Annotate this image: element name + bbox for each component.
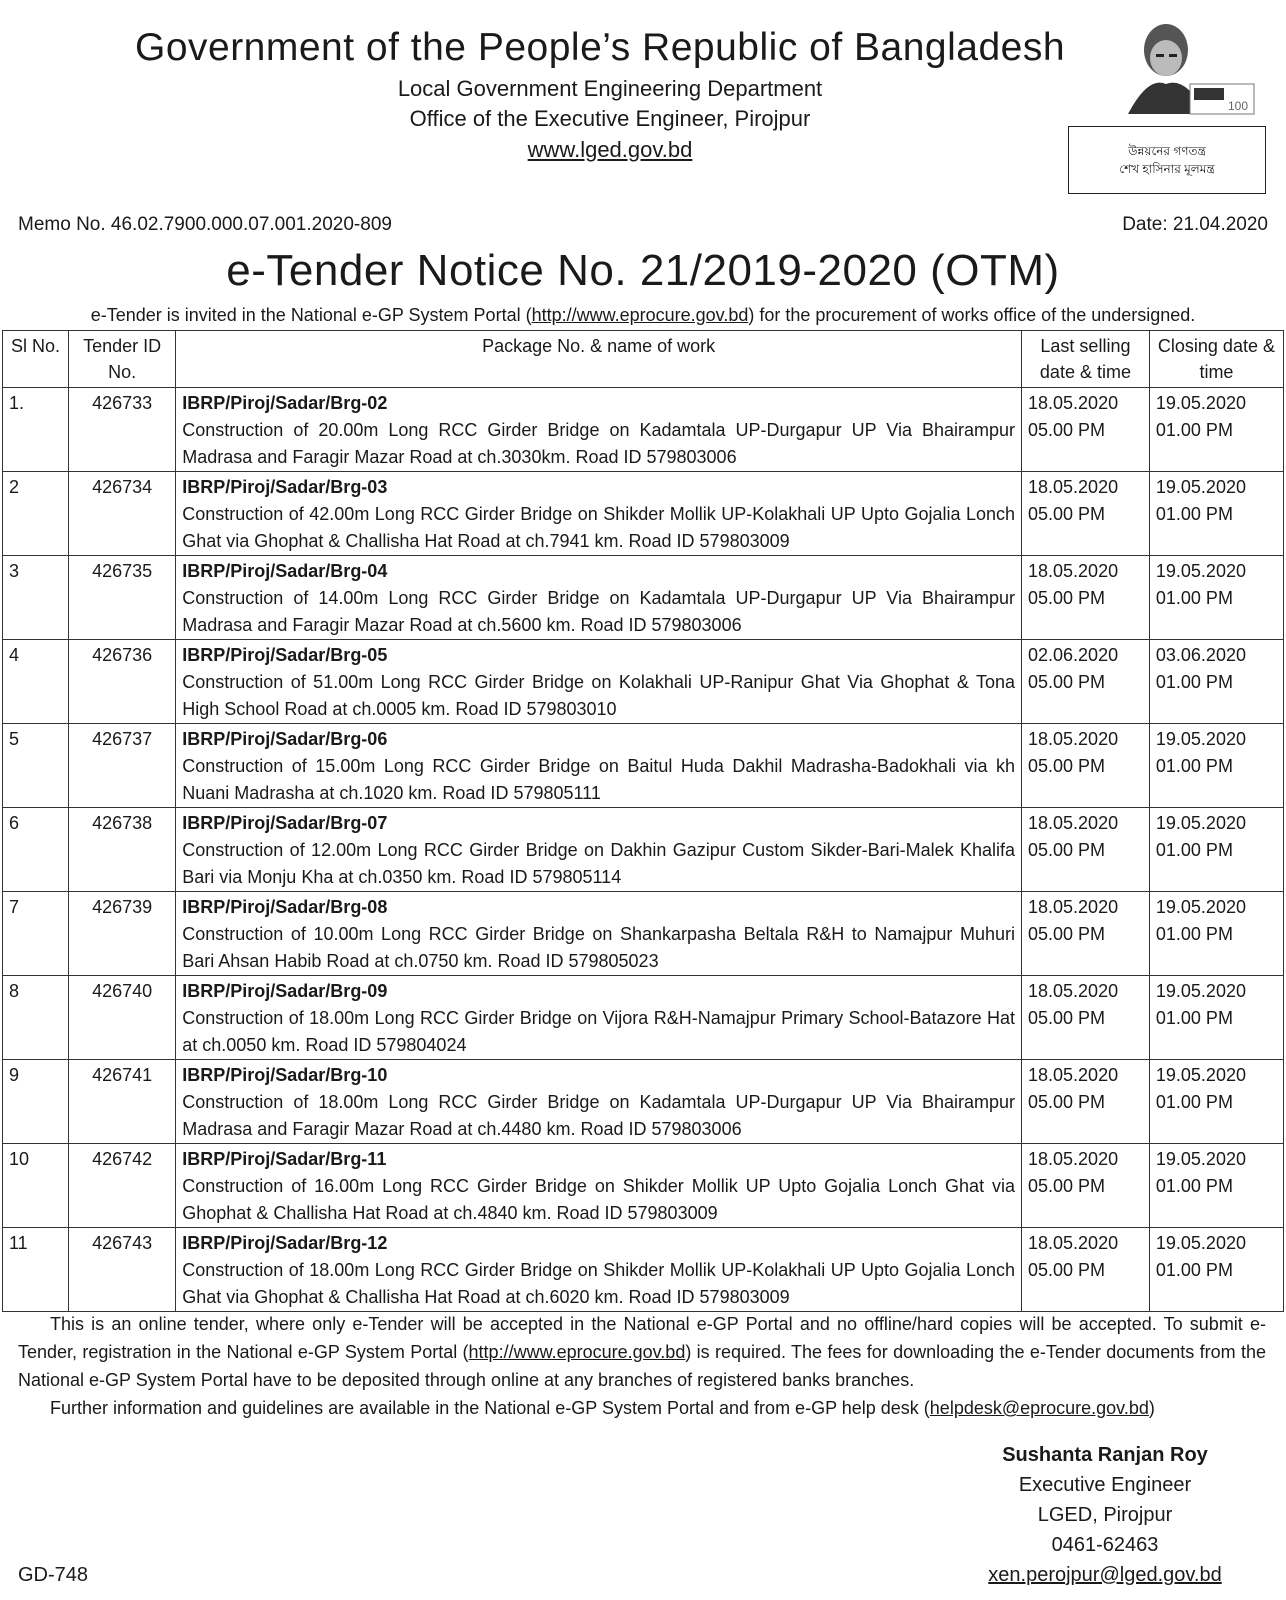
work-name: Construction of 14.00m Long RCC Girder Bridge on Kadamtala UP-Durgapur UP Via Bhairampur Madrasa and Faragir Mazar Road at ch.5600 km. Road ID 579803006 <box>182 588 1015 635</box>
slogan-box <box>1068 126 1266 194</box>
cell-sl: 3 <box>3 556 69 640</box>
cell-tender-id: 426739 <box>69 892 176 976</box>
closing-time: 01.00 PM <box>1155 756 1233 776</box>
closing-time: 01.00 PM <box>1155 1260 1233 1280</box>
closing-time: 01.00 PM <box>1155 1008 1233 1028</box>
footer-p1-before: This is an online tender, where only e-Tender will be accepted in the National e-GP Portal and no offline/hard copies will be accepted. To submit e-Tender, registration in the National e-GP System Portal ( <box>18 1314 1266 1362</box>
signatory-name: Sushanta Ranjan Roy <box>1002 1444 1208 1466</box>
package-number: IBRP/Piroj/Sadar/Brg-03 <box>182 477 388 497</box>
footer-p2-after: ) <box>1148 1398 1155 1418</box>
cell-sl: 7 <box>3 892 69 976</box>
cell-tender-id: 426737 <box>69 724 176 808</box>
selling-time: 05.00 PM <box>1028 672 1106 692</box>
signatory-title: Executive Engineer <box>1018 1474 1192 1496</box>
work-name: Construction of 18.00m Long RCC Girder Bridge on Vijora R&H-Namajpur Primary School-Batazore Hat at ch.0050 km. Road ID 579804024 <box>182 1008 1015 1055</box>
selling-date: 02.06.2020 <box>1028 645 1119 665</box>
cell-tender-id: 426741 <box>69 1060 176 1144</box>
cell-package <box>176 556 1022 640</box>
cell-sl: 6 <box>3 808 69 892</box>
cell-last-selling <box>1022 388 1150 472</box>
cell-tender-id: 426743 <box>69 1228 176 1312</box>
cell-package <box>176 388 1022 472</box>
cell-package <box>176 640 1022 724</box>
package-number: IBRP/Piroj/Sadar/Brg-11 <box>182 1149 387 1169</box>
footer-p1-after: ) is required. The fees for downloading the e-Tender documents from the National e-GP System Portal have to be deposited through online at any branches of registered banks branches. <box>18 1342 1266 1390</box>
svg-text:100: 100 <box>1228 99 1249 113</box>
closing-time: 01.00 PM <box>1155 1176 1233 1196</box>
selling-date: 18.05.2020 <box>1028 1233 1119 1253</box>
cell-closing <box>1149 976 1283 1060</box>
selling-date: 18.05.2020 <box>1028 729 1119 749</box>
tender-table-body <box>3 388 1284 1312</box>
selling-date: 18.05.2020 <box>1028 813 1119 833</box>
selling-date: 18.05.2020 <box>1028 477 1119 497</box>
closing-date: 19.05.2020 <box>1155 897 1246 917</box>
cell-closing <box>1149 1144 1283 1228</box>
selling-time: 05.00 PM <box>1028 504 1106 524</box>
table-row <box>3 976 1284 1060</box>
closing-time: 01.00 PM <box>1155 588 1233 608</box>
slogan-line-1: উন্নয়নের গণতন্ত্র <box>1128 144 1206 158</box>
closing-date: 19.05.2020 <box>1155 813 1246 833</box>
department-name: Local Government Engineering Department <box>397 76 823 101</box>
cell-sl: 1. <box>3 388 69 472</box>
closing-date: 19.05.2020 <box>1155 1233 1246 1253</box>
cell-tender-id: 426734 <box>69 472 176 556</box>
selling-time: 05.00 PM <box>1028 588 1106 608</box>
cell-sl: 4 <box>3 640 69 724</box>
table-row <box>3 1144 1284 1228</box>
signature-block <box>960 1440 1250 1590</box>
selling-date: 18.05.2020 <box>1028 561 1119 581</box>
cell-tender-id: 426740 <box>69 976 176 1060</box>
table-row <box>3 892 1284 976</box>
gd-number: GD-748 <box>18 1564 89 1586</box>
package-number: IBRP/Piroj/Sadar/Brg-12 <box>182 1233 388 1253</box>
footer-eprocure-link[interactable]: http://www.eprocure.gov.bd <box>468 1342 686 1362</box>
cell-closing <box>1149 724 1283 808</box>
slogan-line-2: শেখ হাসিনার মূলমন্ত্র <box>1119 162 1215 176</box>
package-number: IBRP/Piroj/Sadar/Brg-08 <box>182 897 388 917</box>
cell-last-selling <box>1022 892 1150 976</box>
website-link[interactable]: www.lged.gov.bd <box>527 137 693 162</box>
cell-last-selling <box>1022 1228 1150 1312</box>
selling-date: 18.05.2020 <box>1028 393 1119 413</box>
cell-sl: 10 <box>3 1144 69 1228</box>
government-title: Government of the People’s Republic of Bangladesh <box>134 26 1066 69</box>
selling-date: 18.05.2020 <box>1028 897 1119 917</box>
cell-sl: 9 <box>3 1060 69 1144</box>
header-last-selling: Last selling date & time <box>1022 331 1150 388</box>
cell-package <box>176 1060 1022 1144</box>
closing-date: 19.05.2020 <box>1155 393 1246 413</box>
header-sl: Sl No. <box>3 331 69 388</box>
cell-closing <box>1149 1228 1283 1312</box>
work-name: Construction of 51.00m Long RCC Girder Bridge on Kolakhali UP-Ranipur Ghat Via Ghophat & Tona High School Road at ch.0005 km. Road ID 579803010 <box>182 672 1015 719</box>
office-name: Office of the Executive Engineer, Pirojpur <box>409 106 811 131</box>
table-row <box>3 1060 1284 1144</box>
cell-tender-id: 426733 <box>69 388 176 472</box>
closing-time: 01.00 PM <box>1155 420 1233 440</box>
work-name: Construction of 10.00m Long RCC Girder Bridge on Shankarpasha Beltala R&H to Namajpur Muhuri Bari Ahsan Habib Road at ch.0750 km. Road ID 579805023 <box>182 924 1015 971</box>
header-closing: Closing date & time <box>1149 331 1283 388</box>
selling-time: 05.00 PM <box>1028 1008 1106 1028</box>
signatory-email[interactable]: xen.perojpur@lged.gov.bd <box>988 1564 1222 1586</box>
closing-time: 01.00 PM <box>1155 1092 1233 1112</box>
cell-package <box>176 892 1022 976</box>
intro-before: e-Tender is invited in the National e-GP System Portal ( <box>90 305 532 325</box>
work-name: Construction of 18.00m Long RCC Girder Bridge on Shikder Mollik UP-Kolakhali UP Upto Gojalia Lonch Ghat via Ghophat & Challisha Hat Road at ch.6020 km. Road ID 579803009 <box>182 1260 1015 1307</box>
intro-after: ) for the procurement of works office of the undersigned. <box>748 305 1196 325</box>
closing-date: 19.05.2020 <box>1155 981 1246 1001</box>
mujib-centenary-logo <box>1108 14 1258 122</box>
package-number: IBRP/Piroj/Sadar/Brg-10 <box>182 1065 388 1085</box>
header-package: Package No. & name of work <box>176 331 1022 388</box>
selling-time: 05.00 PM <box>1028 924 1106 944</box>
selling-time: 05.00 PM <box>1028 1092 1106 1112</box>
package-number: IBRP/Piroj/Sadar/Brg-02 <box>182 393 388 413</box>
helpdesk-email-link[interactable]: helpdesk@eprocure.gov.bd <box>929 1398 1149 1418</box>
closing-date: 19.05.2020 <box>1155 561 1246 581</box>
cell-closing <box>1149 472 1283 556</box>
table-row <box>3 556 1284 640</box>
cell-last-selling <box>1022 1060 1150 1144</box>
table-row <box>3 808 1284 892</box>
package-number: IBRP/Piroj/Sadar/Brg-05 <box>182 645 388 665</box>
work-name: Construction of 20.00m Long RCC Girder Bridge on Kadamtala UP-Durgapur UP Via Bhairampur Madrasa and Faragir Mazar Road at ch.3030km. Road ID 579803006 <box>182 420 1015 467</box>
cell-closing <box>1149 892 1283 976</box>
work-name: Construction of 42.00m Long RCC Girder Bridge on Shikder Mollik UP-Kolakhali UP Upto Gojalia Lonch Ghat via Ghophat & Challisha Hat Road at ch.7941 km. Road ID 579803009 <box>182 504 1015 551</box>
closing-date: 03.06.2020 <box>1155 645 1246 665</box>
cell-closing <box>1149 1060 1283 1144</box>
header-tender-id: Tender ID No. <box>69 331 176 388</box>
work-name: Construction of 15.00m Long RCC Girder Bridge on Baitul Huda Dakhil Madrasha-Badokhali via kh Nuani Madrasha at ch.1020 km. Road ID 579805111 <box>182 756 1015 803</box>
cell-sl: 2 <box>3 472 69 556</box>
closing-date: 19.05.2020 <box>1155 477 1246 497</box>
footer-paragraph-1 <box>18 1310 1266 1394</box>
cell-last-selling <box>1022 556 1150 640</box>
cell-tender-id: 426742 <box>69 1144 176 1228</box>
cell-last-selling <box>1022 640 1150 724</box>
footer-paragraph-2 <box>18 1394 1266 1422</box>
closing-time: 01.00 PM <box>1155 924 1233 944</box>
cell-last-selling <box>1022 1144 1150 1228</box>
cell-package <box>176 724 1022 808</box>
footer-text <box>18 1310 1266 1422</box>
work-name: Construction of 12.00m Long RCC Girder Bridge on Dakhin Gazipur Custom Sikder-Bari-Malek Khalifa Bari via Monju Kha at ch.0350 km. Road ID 579805114 <box>182 840 1015 887</box>
memo-number: Memo No. 46.02.7900.000.07.001.2020-809 <box>18 214 392 235</box>
selling-date: 18.05.2020 <box>1028 1149 1119 1169</box>
signatory-phone: 0461-62463 <box>1051 1534 1159 1556</box>
table-row <box>3 1228 1284 1312</box>
closing-time: 01.00 PM <box>1155 672 1233 692</box>
closing-date: 19.05.2020 <box>1155 1149 1246 1169</box>
cell-last-selling <box>1022 976 1150 1060</box>
cell-package <box>176 472 1022 556</box>
eprocure-link[interactable]: http://www.eprocure.gov.bd <box>531 305 749 325</box>
cell-closing <box>1149 388 1283 472</box>
closing-time: 01.00 PM <box>1155 504 1233 524</box>
table-row <box>3 640 1284 724</box>
cell-package <box>176 808 1022 892</box>
cell-closing <box>1149 808 1283 892</box>
cell-tender-id: 426738 <box>69 808 176 892</box>
notice-title: e-Tender Notice No. 21/2019-2020 (OTM) <box>226 246 1060 295</box>
cell-package <box>176 976 1022 1060</box>
cell-package <box>176 1228 1022 1312</box>
selling-time: 05.00 PM <box>1028 756 1106 776</box>
cell-closing <box>1149 640 1283 724</box>
work-name: Construction of 18.00m Long RCC Girder Bridge on Kadamtala UP-Durgapur UP Via Bhairampur Madrasa and Faragir Mazar Road at ch.4480 km. Road ID 579803006 <box>182 1092 1015 1139</box>
package-number: IBRP/Piroj/Sadar/Brg-04 <box>182 561 388 581</box>
package-number: IBRP/Piroj/Sadar/Brg-07 <box>182 813 388 833</box>
notice-date: Date: 21.04.2020 <box>1122 214 1268 235</box>
footer-p2-before: Further information and guidelines are available in the National e-GP System Portal and from e-GP help desk ( <box>50 1398 930 1418</box>
selling-date: 18.05.2020 <box>1028 1065 1119 1085</box>
package-number: IBRP/Piroj/Sadar/Brg-06 <box>182 729 388 749</box>
closing-date: 19.05.2020 <box>1155 729 1246 749</box>
cell-tender-id: 426736 <box>69 640 176 724</box>
table-row <box>3 388 1284 472</box>
cell-last-selling <box>1022 724 1150 808</box>
closing-time: 01.00 PM <box>1155 840 1233 860</box>
selling-date: 18.05.2020 <box>1028 981 1119 1001</box>
cell-sl: 8 <box>3 976 69 1060</box>
cell-sl: 11 <box>3 1228 69 1312</box>
cell-last-selling <box>1022 472 1150 556</box>
table-row <box>3 724 1284 808</box>
selling-time: 05.00 PM <box>1028 1260 1106 1280</box>
closing-date: 19.05.2020 <box>1155 1065 1246 1085</box>
intro-text <box>0 305 1286 326</box>
selling-time: 05.00 PM <box>1028 1176 1106 1196</box>
selling-time: 05.00 PM <box>1028 840 1106 860</box>
cell-last-selling <box>1022 808 1150 892</box>
cell-closing <box>1149 556 1283 640</box>
package-number: IBRP/Piroj/Sadar/Brg-09 <box>182 981 388 1001</box>
cell-tender-id: 426735 <box>69 556 176 640</box>
work-name: Construction of 16.00m Long RCC Girder Bridge on Shikder Mollik UP Upto Gojalia Lonch Ghat via Ghophat & Challisha Hat Road at ch.4840 km. Road ID 579803009 <box>182 1176 1015 1223</box>
signatory-office: LGED, Pirojpur <box>1037 1504 1173 1526</box>
selling-time: 05.00 PM <box>1028 420 1106 440</box>
table-header-row <box>3 331 1284 388</box>
cell-sl: 5 <box>3 724 69 808</box>
table-row <box>3 472 1284 556</box>
tender-table <box>2 330 1284 1312</box>
cell-package <box>176 1144 1022 1228</box>
